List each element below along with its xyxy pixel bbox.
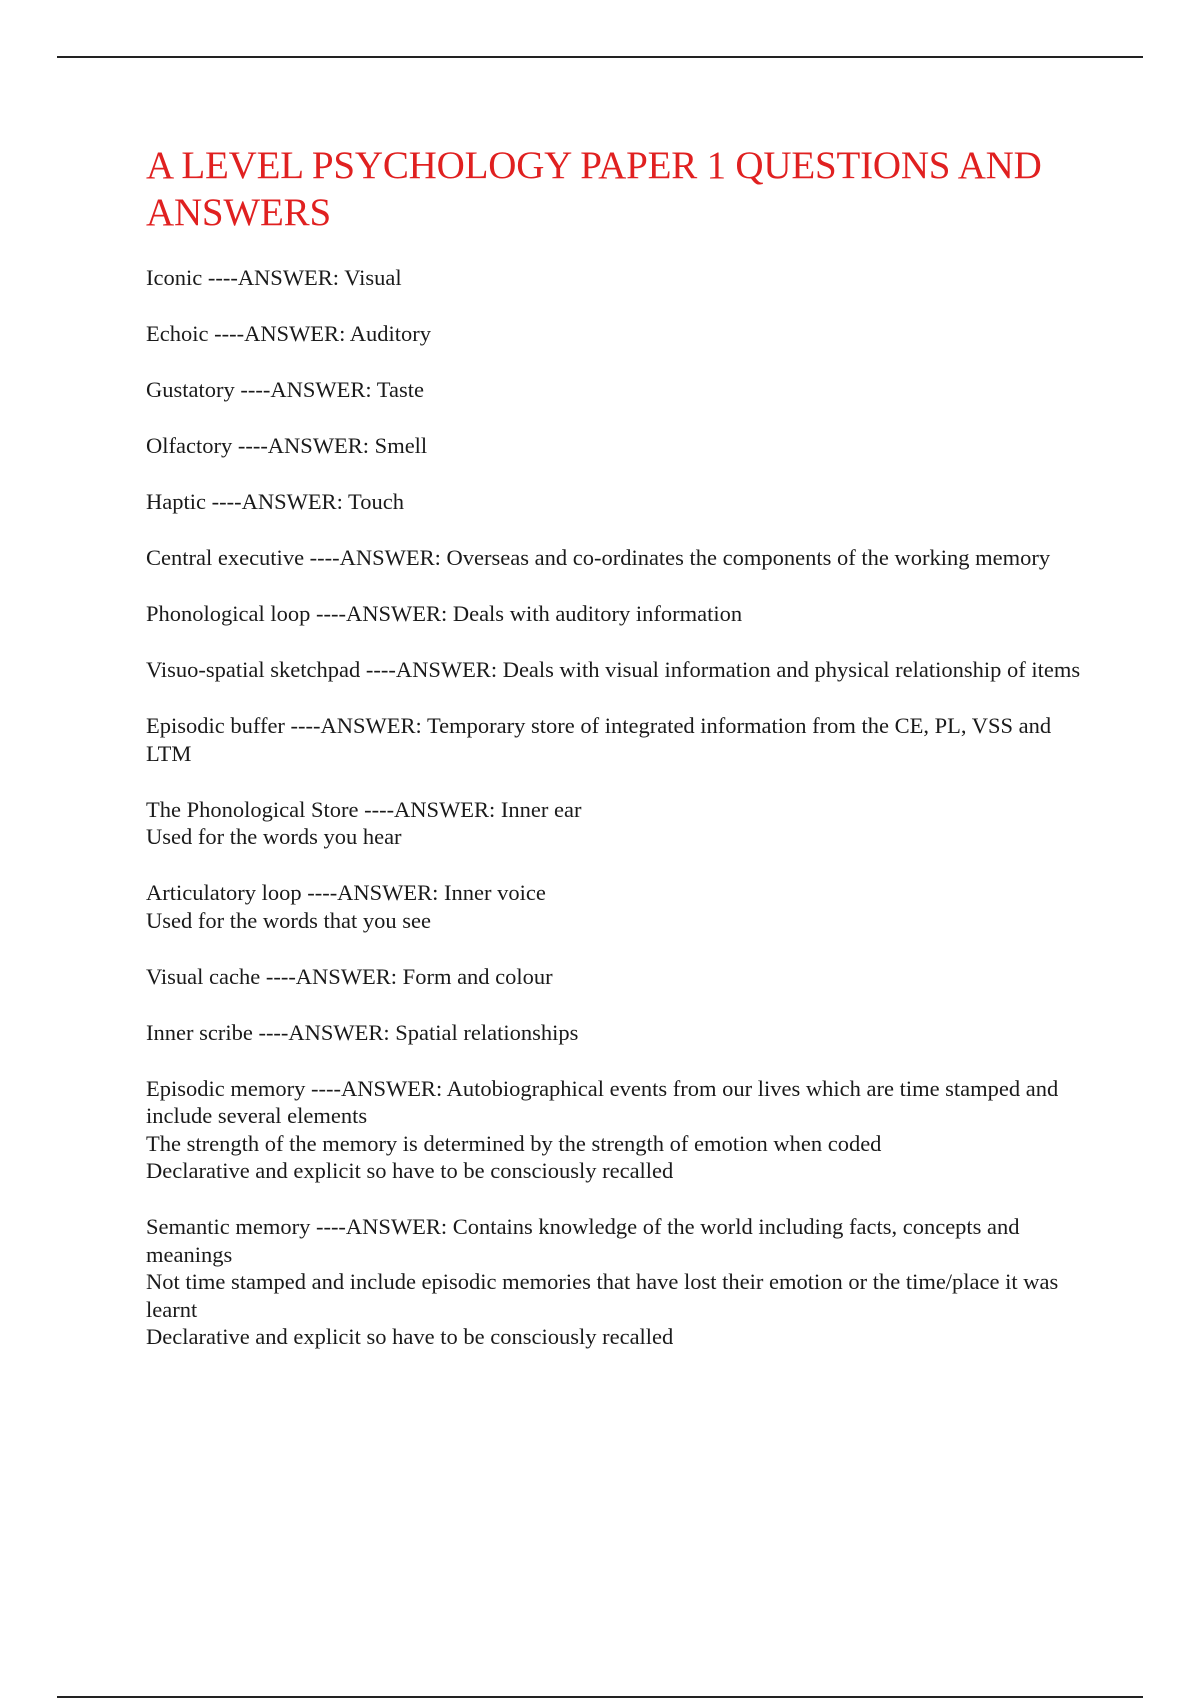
qa-line: The strength of the memory is determined by the strength of emotion when coded	[146, 1130, 882, 1156]
qa-line: Olfactory ----ANSWER: Smell	[146, 433, 428, 458]
qa-line: Visual cache ----ANSWER: Form and colour	[146, 963, 553, 989]
qa-item	[146, 1213, 1096, 1351]
qa-line: Used for the words you hear	[146, 824, 402, 849]
qa-item	[146, 544, 1096, 572]
qa-item	[146, 376, 1096, 404]
qa-item	[146, 963, 1096, 991]
qa-item	[146, 432, 1096, 460]
qa-line: Not time stamped and include episodic memories that have lost their emotion or the time/place it was learnt	[146, 1269, 1059, 1322]
qa-item	[146, 1075, 1096, 1185]
qa-item	[146, 879, 1096, 934]
qa-line: Visuo-spatial sketchpad ----ANSWER: Deals with visual information and physical relationship of items	[146, 657, 1081, 682]
qa-item	[146, 796, 1096, 851]
qa-list	[146, 264, 1096, 1351]
qa-line: The Phonological Store ----ANSWER: Inner ear	[146, 796, 582, 822]
qa-line: Iconic ----ANSWER: Visual	[146, 265, 402, 290]
qa-item	[146, 712, 1096, 767]
qa-item	[146, 264, 1096, 292]
qa-line: Used for the words that you see	[146, 907, 431, 933]
bottom-rule	[57, 1696, 1143, 1698]
qa-line: Echoic ----ANSWER: Auditory	[146, 321, 431, 346]
top-rule	[57, 56, 1143, 58]
qa-line: Articulatory loop ----ANSWER: Inner voice	[146, 880, 546, 905]
qa-line: Declarative and explicit so have to be consciously recalled	[146, 1158, 674, 1183]
qa-item	[146, 1019, 1096, 1047]
qa-line: Declarative and explicit so have to be consciously recalled	[146, 1324, 674, 1349]
qa-line: Episodic buffer ----ANSWER: Temporary store of integrated information from the CE, PL, VSS and LTM	[146, 713, 1052, 766]
qa-line: Central executive ----ANSWER: Overseas and co-ordinates the components of the working memory	[146, 545, 1051, 570]
qa-line: Haptic ----ANSWER: Touch	[146, 489, 404, 514]
qa-item	[146, 488, 1096, 516]
document-title: A LEVEL PSYCHOLOGY PAPER 1 QUESTIONS AND ANSWERS	[146, 144, 1042, 234]
qa-line: Semantic memory ----ANSWER: Contains knowledge of the world including facts, concepts and meanings	[146, 1214, 1020, 1267]
qa-line: Gustatory ----ANSWER: Taste	[146, 377, 424, 402]
qa-line: Episodic memory ----ANSWER: Autobiographical events from our lives which are time stamped and include several elements	[146, 1075, 1059, 1128]
qa-item	[146, 600, 1096, 628]
qa-item	[146, 320, 1096, 348]
qa-item	[146, 656, 1096, 684]
qa-line: Phonological loop ----ANSWER: Deals with auditory information	[146, 601, 743, 626]
qa-line: Inner scribe ----ANSWER: Spatial relationships	[146, 1019, 579, 1045]
document-page	[146, 142, 1096, 1379]
